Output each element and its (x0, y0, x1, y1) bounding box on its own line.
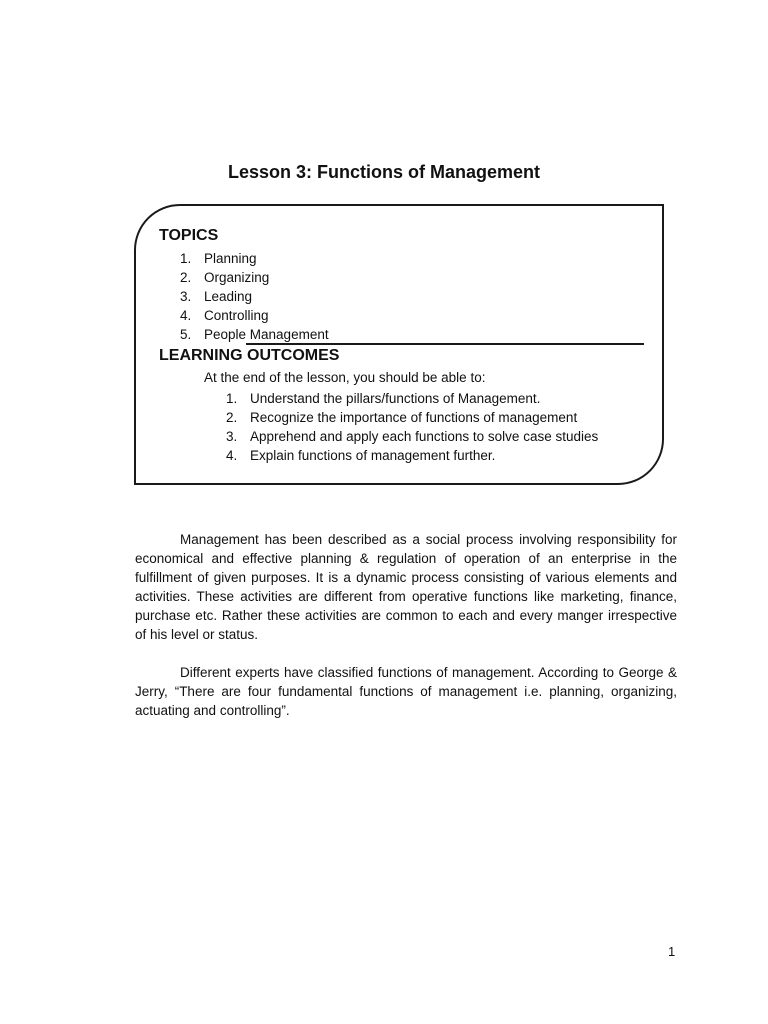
list-item (226, 446, 598, 465)
body-paragraph: Management has been described as a social process involving responsibility for economical and effective planning & regulation of operation of an enterprise in the fulfillment of given purposes. It is a dynamic process consisting of various elements and activities. These activities are different from operative functions like marketing, finance, purchase etc. Rather these activities are common to each and every manger irrespective of his level or status. (135, 532, 677, 642)
item-number: 4. (226, 448, 238, 463)
item-number: 1. (180, 251, 192, 266)
topics-list (180, 249, 329, 344)
item-label: Apprehend and apply each functions to solve case studies (250, 429, 599, 444)
item-label: People Management (204, 327, 329, 342)
list-item (226, 408, 598, 427)
list-item (226, 427, 598, 446)
item-label: Understand the pillars/functions of Management. (250, 391, 541, 406)
item-label: Organizing (204, 270, 270, 285)
item-number: 3. (180, 289, 192, 304)
item-label: Controlling (204, 308, 269, 323)
list-item (180, 268, 329, 287)
list-item (180, 249, 329, 268)
item-number: 3. (226, 429, 238, 444)
item-label: Recognize the importance of functions of management (250, 410, 578, 425)
lesson-overview-box (134, 204, 664, 485)
page-number: 1 (668, 944, 676, 959)
list-item (180, 306, 329, 325)
section-divider (246, 343, 644, 345)
item-label: Explain functions of management further. (250, 448, 496, 463)
item-label: Leading (204, 289, 253, 304)
learning-outcomes-heading: LEARNING OUTCOMES (159, 347, 340, 364)
learning-outcomes-list (226, 389, 598, 465)
topics-heading: TOPICS (159, 227, 219, 244)
page-title: Lesson 3: Functions of Management (227, 162, 541, 182)
item-number: 2. (226, 410, 238, 425)
list-item (226, 389, 598, 408)
list-item (180, 325, 329, 344)
item-number: 1. (226, 391, 238, 406)
item-number: 2. (180, 270, 192, 285)
body-paragraph: Different experts have classified functions of management. According to George & Jerry, “There are four fundamental functions of management i.e. planning, organizing, actuating and controlling”. (135, 665, 677, 718)
item-number: 4. (180, 308, 192, 323)
item-label: Planning (204, 251, 257, 266)
list-item (180, 287, 329, 306)
learning-outcomes-intro: At the end of the lesson, you should be able to: (204, 370, 486, 385)
item-number: 5. (180, 327, 192, 342)
